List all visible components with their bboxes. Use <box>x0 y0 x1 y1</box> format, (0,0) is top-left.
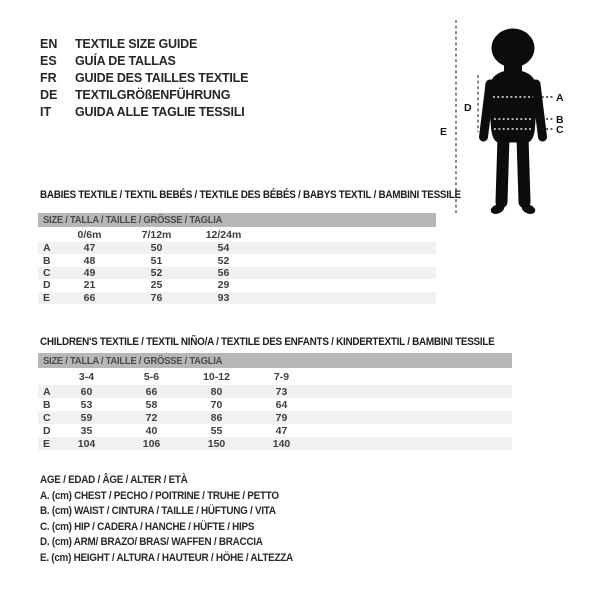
language-label: TEXTILGRÖßENFÜHRUNG <box>75 88 231 102</box>
row-label: E <box>43 291 51 304</box>
table-cell: 56 <box>217 266 230 279</box>
table-cell: 104 <box>77 437 96 450</box>
column-header: 5-6 <box>143 370 160 383</box>
table-row <box>38 385 512 398</box>
table-cell: 73 <box>275 385 288 398</box>
language-code: EN <box>40 37 58 51</box>
table-cell: 79 <box>275 411 288 424</box>
figure-label-c: C <box>556 124 564 136</box>
table-cell: 47 <box>275 424 288 437</box>
table-row <box>38 292 436 304</box>
child-silhouette <box>484 29 543 216</box>
silhouette-torso <box>489 70 537 143</box>
row-label: C <box>43 411 51 424</box>
table-cell: 140 <box>272 437 291 450</box>
table-cell: 106 <box>142 437 161 450</box>
table-row <box>38 267 436 279</box>
language-code: IT <box>40 105 52 119</box>
babies-size-table <box>38 213 436 304</box>
language-row-fr <box>40 70 248 87</box>
size-header-bar <box>38 353 512 368</box>
column-header: 3-4 <box>78 370 95 383</box>
table-column-header-row <box>38 227 436 242</box>
legend-line-height: E. (cm) HEIGHT / ALTURA / HAUTEUR / HÖHE / ALTEZZA <box>40 551 293 564</box>
children-size-table <box>38 353 512 450</box>
table-cell: 70 <box>210 398 223 411</box>
row-label: B <box>43 254 51 267</box>
table-cell: 86 <box>210 411 223 424</box>
table-row <box>38 437 512 450</box>
children-section-title <box>40 336 545 348</box>
row-label: E <box>43 437 51 450</box>
table-row <box>38 398 512 411</box>
legend-age-line: AGE / EDAD / ÂGE / ALTER / ETÀ <box>40 474 188 486</box>
table-cell: 150 <box>207 437 226 450</box>
language-code: DE <box>40 88 58 102</box>
table-column-header-row <box>38 368 512 385</box>
row-label: C <box>43 266 51 279</box>
column-header: 10-12 <box>203 370 230 383</box>
table-cell: 66 <box>145 385 158 398</box>
row-label: D <box>43 279 51 292</box>
measurement-legend <box>40 473 321 566</box>
row-label: D <box>43 424 51 437</box>
table-cell: 64 <box>275 398 288 411</box>
children-title-text: CHILDREN'S TEXTILE / TEXTIL NIÑO/A / TEXTILE DES ENFANTS / KINDERTEXTIL / BAMBINI TESSILE <box>40 336 495 348</box>
table-cell: 59 <box>80 411 93 424</box>
language-row-it <box>40 104 248 121</box>
table-cell: 49 <box>83 266 96 279</box>
table-cell: 66 <box>83 291 96 304</box>
language-list <box>40 36 248 121</box>
table-cell: 21 <box>83 279 96 292</box>
table-cell: 80 <box>210 385 223 398</box>
legend-line-hip: C. (cm) HIP / CADERA / HANCHE / HÜFTE / HIPS <box>40 520 255 533</box>
table-cell: 51 <box>150 254 163 267</box>
legend-line-waist: B. (cm) WAIST / CINTURA / TAILLE / HÜFTUNG / VITA <box>40 505 276 517</box>
table-row <box>38 424 512 437</box>
column-header: 7/12m <box>141 228 172 241</box>
silhouette-left-arm <box>484 84 491 137</box>
column-header: 0/6m <box>77 228 102 241</box>
row-label: A <box>43 242 51 255</box>
table-cell: 76 <box>150 291 163 304</box>
size-header-label: SIZE / TALLA / TAILLE / GRÖSSE / TAGLIA <box>43 214 223 226</box>
language-label: GUIDA ALLE TAGLIE TESSILI <box>75 105 245 119</box>
figure-label-d: D <box>464 102 472 114</box>
table-cell: 93 <box>217 291 230 304</box>
language-label: TEXTILE SIZE GUIDE <box>75 37 198 51</box>
legend-line-chest: A. (cm) CHEST / PECHO / POITRINE / TRUHE / PETTO <box>40 489 279 502</box>
table-cell: 53 <box>80 398 93 411</box>
language-label: GUÍA DE TALLAS <box>75 54 176 68</box>
table-cell: 52 <box>150 266 163 279</box>
table-cell: 47 <box>83 242 96 255</box>
table-row <box>38 279 436 291</box>
language-code: ES <box>40 54 57 68</box>
table-cell: 48 <box>83 254 96 267</box>
table-cell: 58 <box>145 398 158 411</box>
table-cell: 52 <box>217 254 230 267</box>
silhouette-right-arm <box>536 84 543 137</box>
row-label: B <box>43 398 51 411</box>
silhouette-right-leg <box>523 137 525 202</box>
figure-label-e: E <box>440 126 448 138</box>
language-row-en <box>40 36 248 53</box>
table-cell: 40 <box>145 424 158 437</box>
language-code: FR <box>40 71 57 85</box>
row-label: A <box>43 385 51 398</box>
figure-label-a: A <box>556 92 564 104</box>
size-header-label: SIZE / TALLA / TAILLE / GRÖSSE / TAGLIA <box>43 354 223 367</box>
table-cell: 72 <box>145 411 158 424</box>
table-cell: 55 <box>210 424 223 437</box>
table-row <box>38 254 436 266</box>
babies-title-text: BABIES TEXTILE / TEXTIL BEBÉS / TEXTILE DES BÉBÉS / BABYS TEXTIL / BAMBINI TESSILE <box>40 189 461 201</box>
size-header-bar <box>38 213 436 227</box>
language-row-es <box>40 53 248 70</box>
table-row <box>38 242 436 254</box>
table-row <box>38 411 512 424</box>
column-header: 12/24m <box>205 228 242 241</box>
babies-section-title <box>40 189 508 201</box>
table-cell: 25 <box>150 279 163 292</box>
table-cell: 29 <box>217 279 230 292</box>
language-row-de <box>40 87 248 104</box>
legend-line-arm: D. (cm) ARM/ BRAZO/ BRAS/ WAFFEN / BRACCIA <box>40 536 263 548</box>
language-label: GUIDE DES TAILLES TEXTILE <box>75 71 249 85</box>
column-header: 7-9 <box>273 370 290 383</box>
figure-label-b: B <box>556 114 564 126</box>
table-cell: 50 <box>150 242 163 255</box>
table-cell: 54 <box>217 242 230 255</box>
table-cell: 35 <box>80 424 93 437</box>
table-cell: 60 <box>80 385 93 398</box>
